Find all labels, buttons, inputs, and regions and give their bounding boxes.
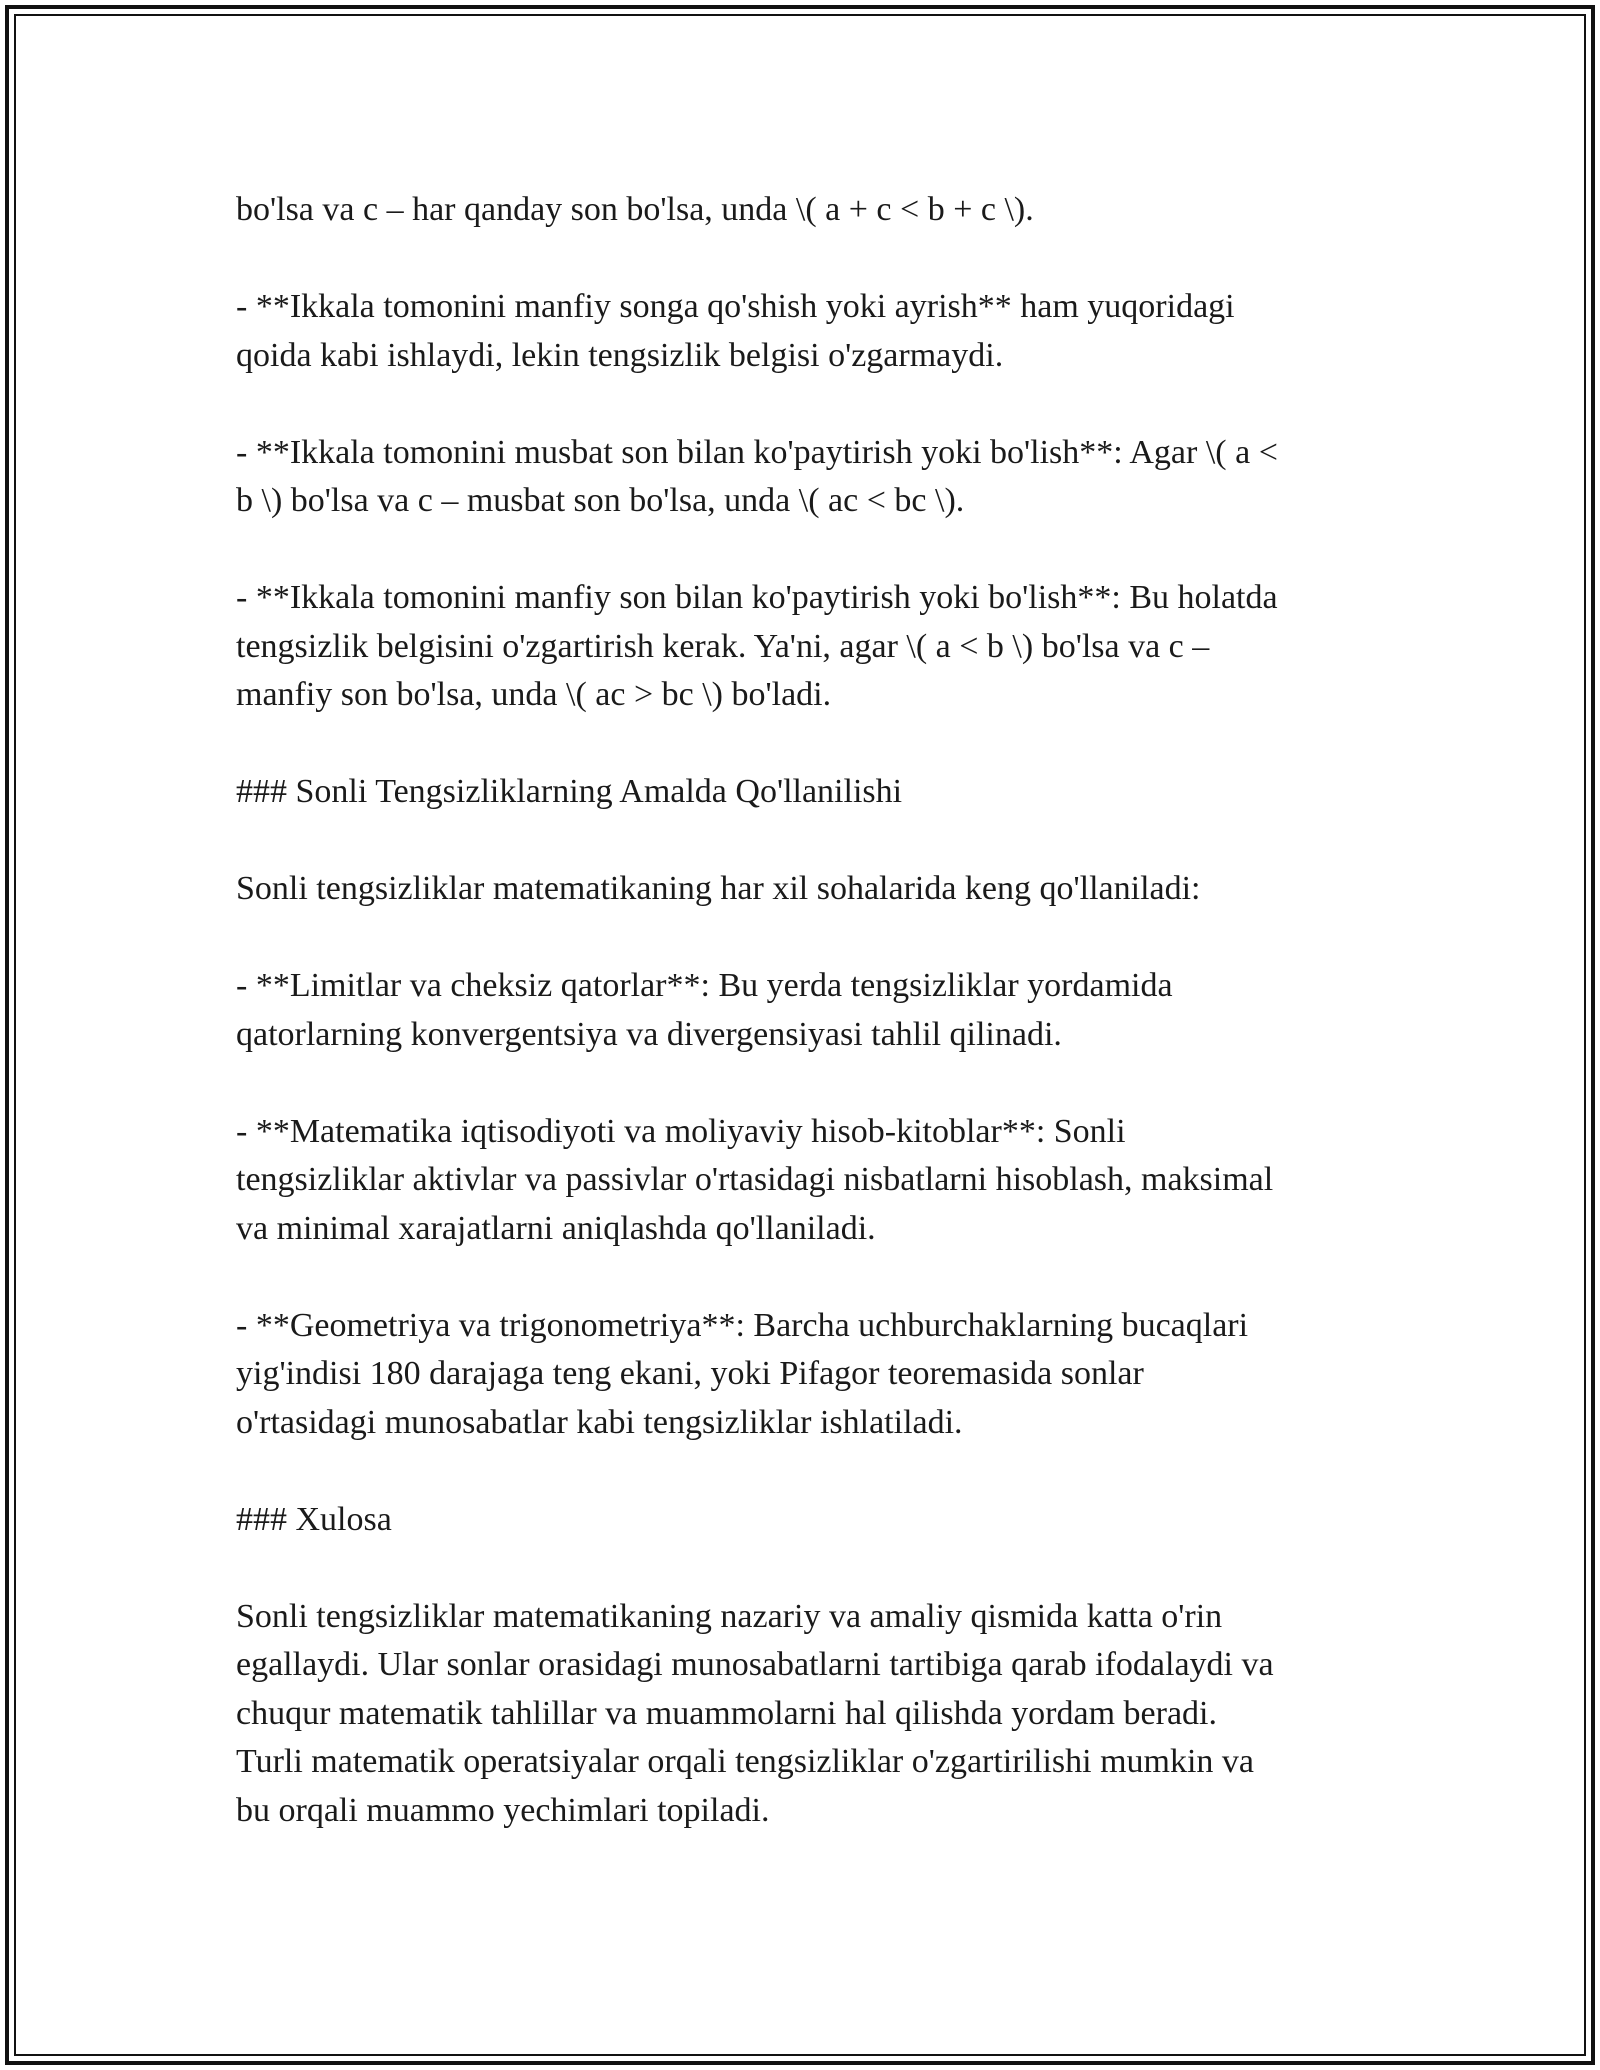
list-item-geometry: - **Geometriya va trigonometriya**: Barcha uchburchaklarning bucaqlari yig'indisi 180 darajaga teng ekani, yoki Pifagor teoremasida sonlar o'rtasidagi munosabatlar kabi tengsizliklar ishlatiladi.	[236, 1306, 1249, 1441]
list-item-positive-multiply: - **Ikkala tomonini musbat son bilan ko'paytirish yoki bo'lish**: Agar \( a < b \) bo'lsa va c – musbat son bo'lsa, unda \( ac < bc \).	[236, 433, 1278, 519]
section-heading-conclusion: ### Xulosa	[236, 1500, 392, 1538]
document-body	[236, 186, 1366, 1835]
paragraph-conclusion: Sonli tengsizliklar matematikaning nazariy va amaliy qismida katta o'rin egallaydi. Ular sonlar orasidagi munosabatlarni tartibiga qarab ifodalaydi va chuqur matematik tahlillar va muammolarni hal qilishda yordam beradi. Turli matematik operatsiyalar orqali tengsizliklar o'zgartirilishi mumkin va bu orqali muammo yechimlari topiladi.	[236, 1597, 1274, 1829]
list-item-economics: - **Matematika iqtisodiyoti va moliyaviy hisob-kitoblar**: Sonli tengsizliklar aktivlar va passivlar o'rtasidagi nisbatlarni hisoblash, maksimal va minimal xarajatlarni aniqlashda qo'llaniladi.	[236, 1112, 1274, 1247]
paragraph-applications-intro: Sonli tengsizliklar matematikaning har xil sohalarida keng qo'llaniladi:	[236, 870, 1201, 907]
list-item-limits: - **Limitlar va cheksiz qatorlar**: Bu yerda tengsizliklar yordamida qatorlarning konvergentsiya va divergensiyasi tahlil qilinadi.	[236, 967, 1173, 1053]
list-item-negative-add: - **Ikkala tomonini manfiy songa qo'shish yoki ayrish** ham yuqoridagi qoida kabi ishlaydi, lekin tengsizlik belgisi o'zgarmaydi.	[236, 288, 1235, 374]
list-item-negative-multiply: - **Ikkala tomonini manfiy son bilan ko'paytirish yoki bo'lish**: Bu holatda tengsizlik belgisini o'zgartirish kerak. Ya'ni, agar \( a < b \) bo'lsa va c – manfiy son bo'lsa, unda \( ac > bc \) bo'ladi.	[236, 579, 1278, 713]
section-heading-applications: ### Sonli Tengsizliklarning Amalda Qo'llanilishi	[236, 773, 903, 810]
paragraph-addition-rule: bo'lsa va c – har qanday son bo'lsa, unda \( a + c < b + c \).	[236, 191, 1034, 228]
